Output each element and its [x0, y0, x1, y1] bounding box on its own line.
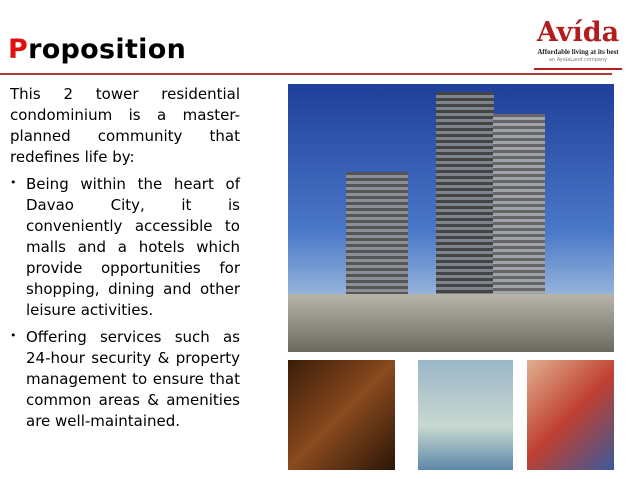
- logo-name: Avída: [536, 17, 620, 48]
- intro-text: This 2 tower residential condominium is a master-planned community that redefines life by:: [10, 85, 240, 166]
- title-first-letter: P: [8, 34, 29, 65]
- dining-photo: [288, 360, 395, 470]
- bullet-item: • Being within the heart of Davao City, it is conveniently accessible to malls and a hotels which provide opportunities for shopping, dining and other leisure activities.: [10, 174, 240, 321]
- logo-sub: an AyalaLand company: [548, 57, 608, 63]
- title-divider: [0, 73, 612, 75]
- fitness-photo: [418, 360, 513, 470]
- slide-body: [10, 84, 240, 438]
- shopping-photo: [527, 360, 614, 470]
- avida-logo: [528, 18, 628, 70]
- slide-title: [8, 34, 186, 65]
- logo-underline: [534, 68, 622, 70]
- bullet-item: • Offering services such as 24-hour security & property management to ensure that common areas & amenities are well-maintained.: [10, 327, 240, 432]
- title-rest: roposition: [28, 34, 187, 65]
- building-rendering-image: [288, 84, 614, 352]
- logo-tagline: Affordable living at its best: [537, 48, 619, 56]
